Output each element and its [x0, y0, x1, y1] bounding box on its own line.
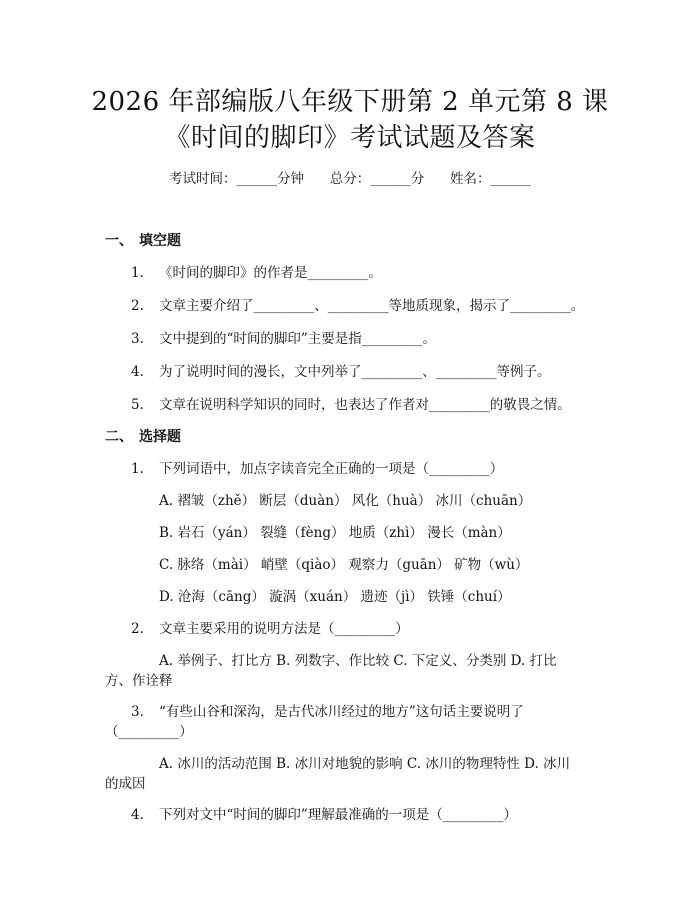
choice-q2-options: A. 举例子、打比方 B. 列数字、作比较 C. 下定义、分类别 D. 打比 — [159, 653, 557, 669]
section-fill-blank-heading: 一、 填空题 — [105, 233, 181, 249]
exam-title-line1: 2026 年部编版八年级下册第 2 单元第 8 课 — [91, 87, 609, 117]
exam-title-line2: 《时间的脚印》考试试题及答案 — [164, 123, 536, 153]
choice-q1-option-c: C. 脉络（mài） 峭壁（qiào） 观察力（guān） 矿物（wù） — [159, 557, 529, 573]
choice-q3-text-continued: （_________） — [105, 724, 193, 740]
exam-student-name: 姓名：______ — [450, 171, 531, 187]
exam-total-score: 总分：______分 — [329, 171, 425, 187]
choice-q1-option-a: A. 褶皱（zhě） 断层（duàn） 风化（huà） 冰川（chuān） — [159, 493, 532, 509]
exam-meta — [0, 170, 700, 188]
choice-q1-option-d: D. 沧海（cāng） 漩涡（xuán） 遗迹（jì） 铁锤（chuí） — [159, 589, 511, 605]
choice-q3-options: A. 冰川的活动范围 B. 冰川对地貌的影响 C. 冰川的物理特性 D. 冰川 — [159, 756, 571, 772]
choice-q1-option-b: B. 岩石（yán） 裂缝（fèng） 地质（zhì） 漫长（màn） — [159, 525, 511, 541]
choice-q3-options-continued: 的成因 — [105, 776, 146, 792]
exam-page: 2026 年部编版八年级下册第 2 单元第 8 课 《时间的脚印》考试试题及答案 考试时间：______分钟 总分：______分 姓名：______ 一、 填空题 1. 《时间的脚印》的作者是_________。 2. 文章主要介绍了_________、_________等地质现象，揭示了_________。 3. 文中提到的“时间的脚印”主要是指_________。 4. 为了说明时间的漫长，文中列举了_________、_________等例子。 5. 文章在说明科学知识的同时，也表达了作者对_________的敬畏之情。 二、 选择题 1. 下列词语中，加点字读音完全正确的一项是（_________） A. 褶皱（zhě） 断层（duàn） 风化（huà） 冰川（chuān） B. 岩石（yán） 裂缝（fèng） 地质（zhì） 漫长（màn） C. 脉络（mài） 峭壁（qiào） 观察力（guān） 矿物（wù） D. 沧海（cāng） 漩涡（xuán） 遗迹（jì） 铁锤（chuí） 2. 文章主要采用的说明方法是（_________） A. 举例子、打比方 B. 列数字、作比较 C. 下定义、分类别 D. 打比 方、作诠释 3. “有些山谷和深沟，是古代冰川经过的地方”这句话主要说明了 （_________） A. 冰川的活动范围 B. 冰川对地貌的影响 C. 冰川的物理特性 D. 冰川 的成因 4. 下列对文中“时间的脚印”理解最准确的一项是（_________） — [0, 0, 700, 905]
section-multiple-choice-heading: 二、 选择题 — [105, 429, 181, 445]
exam-time: 考试时间：______分钟 — [169, 171, 304, 187]
choice-q2-options-continued: 方、作诠释 — [105, 673, 173, 689]
